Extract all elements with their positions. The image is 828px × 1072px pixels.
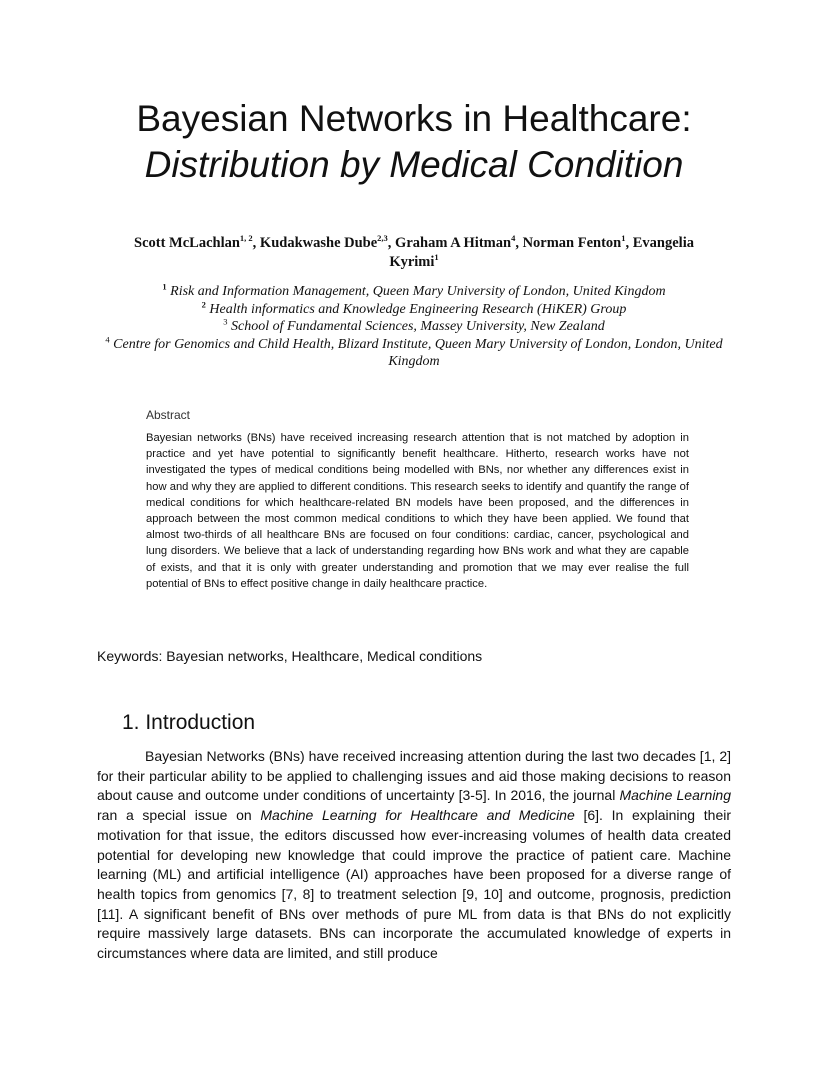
- author-affiliation-mark: 1, 2: [239, 233, 253, 244]
- author-affiliation-mark: 1: [434, 252, 439, 263]
- author-list: [110, 234, 718, 272]
- affiliation: [90, 298, 738, 319]
- affiliation-list: [90, 283, 738, 371]
- introduction-paragraph: [97, 747, 731, 964]
- special-issue-name: Machine Learning for Healthcare and Medicine: [260, 807, 575, 824]
- keywords: Keywords: Bayesian networks, Healthcare, Medical conditions: [97, 648, 483, 664]
- abstract-heading: Abstract: [146, 408, 191, 422]
- author-affiliation-mark: 2,3: [377, 233, 388, 244]
- author-separator: ,: [515, 235, 523, 251]
- intro-text: [6]. In explaining their motivation for that issue, the editors discussed how ever-increasing volumes of health data created potential for developing new knowledge that could improve the practice of patient care. Machine learning (ML) and artificial intelligence (AI) approaches have been proposed for a diverse range of health topics from genomics [7, 8] to treatment selection [9, 10] and outcome, prognosis, prediction [11]. A significant benefit of BNs over methods of pure ML from data is that BNs do not explicitly require massively large datasets. BNs can incorporate the accumulated knowledge of experts in circumstances where data are limited, and still produce: [97, 807, 732, 962]
- affiliation-number: 1: [162, 281, 167, 292]
- intro-text: Bayesian Networks (BNs) have received increasing attention during the last two decades [1, 2] for their particular ability to be applied to challenging issues and aid those making decisions to reason about cause and outcome under conditions of uncertainty [3-5]. In 2016, the journal: [97, 748, 731, 804]
- affiliation-number: 2: [201, 298, 206, 309]
- author-affiliation-mark: 4: [511, 233, 516, 244]
- author-affiliation-mark: 1: [621, 233, 626, 244]
- author-name: Kudakwashe Dube: [259, 235, 378, 251]
- affiliation: [90, 333, 738, 371]
- author-name: Norman Fenton: [522, 235, 622, 251]
- author-separator: ,: [387, 235, 396, 251]
- author-name: Scott McLachlan: [134, 235, 240, 251]
- affiliation-text: School of Fundamental Sciences, Massey University, New Zealand: [231, 319, 605, 334]
- author-separator: ,: [252, 235, 260, 251]
- affiliation-text: Risk and Information Management, Queen Mary University of London, United Kingdom: [170, 284, 666, 299]
- journal-name: Machine Learning: [619, 787, 732, 804]
- affiliation-text: Centre for Genomics and Child Health, Blizard Institute, Queen Mary University of London, London, United Kingdom: [113, 336, 723, 369]
- intro-text: ran a special issue on: [97, 807, 261, 824]
- section-heading-introduction: 1. Introduction: [122, 711, 256, 734]
- title-line-2: Distribution by Medical Condition: [144, 144, 684, 185]
- paper-title: [0, 96, 828, 188]
- author-name: Graham A Hitman: [395, 235, 512, 251]
- author-name: Evangelia Kyrimi: [389, 235, 694, 270]
- affiliation-text: Health informatics and Knowledge Engineering Research (HiKER) Group: [209, 301, 627, 317]
- affiliation-number: 3: [223, 316, 228, 327]
- abstract-text: Bayesian networks (BNs) have received increasing research attention that is not matched by adoption in practice and yet have potential to significantly benefit healthcare. Hitherto, research works have not investigated the types of medical conditions being modelled with BNs, nor whether any differences exist in how and why they are applied to different conditions. This research seeks to identify and quantify the range of medical conditions for which healthcare-related BN models have been proposed, and the differences in approach between the most common medical conditions to which they have been applied. We found that almost two-thirds of all healthcare BNs are focused on four conditions: cardiac, cancer, psychological and lung disorders. We believe that a lack of understanding regarding how BNs work and what they are capable of exists, and that it is only with greater understanding and promotion that we may ever realise the full potential of BNs to effect positive change in daily healthcare practice.: [146, 432, 689, 590]
- affiliation-number: 4: [105, 333, 110, 344]
- affiliation: [90, 318, 738, 336]
- affiliation: [90, 283, 738, 301]
- author-separator: ,: [625, 235, 633, 251]
- title-line-1: Bayesian Networks in Healthcare:: [136, 98, 692, 139]
